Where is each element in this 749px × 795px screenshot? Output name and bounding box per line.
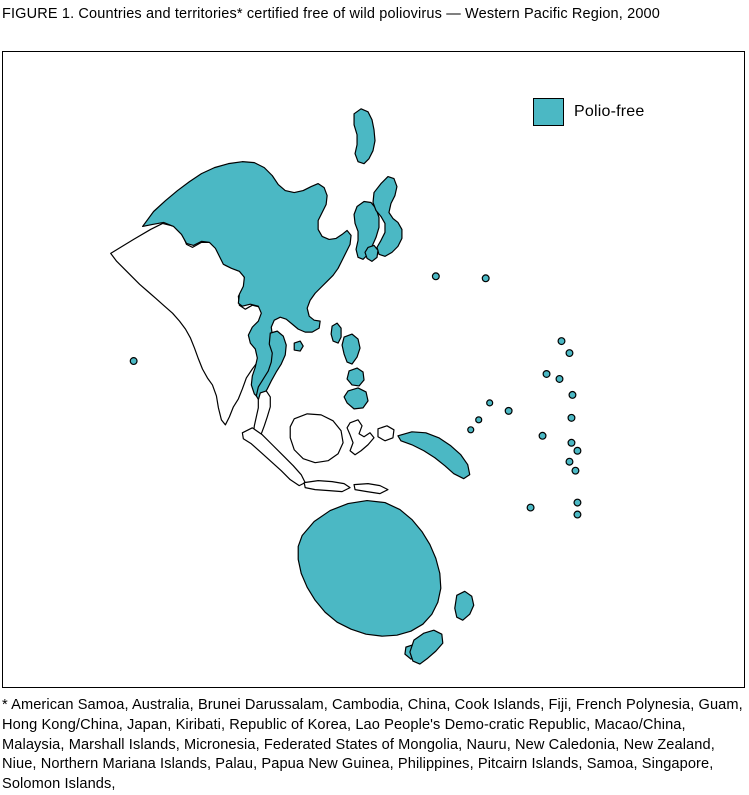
island-dot xyxy=(574,511,581,518)
legend-label-polio-free: Polio-free xyxy=(574,103,645,120)
legend-swatch-polio-free xyxy=(533,98,564,126)
figure-title: FIGURE 1. Countries and territories* certified free of wild poliovirus — Western Pacific Region, 2000 xyxy=(2,6,660,22)
landmass-papua-new-guinea xyxy=(398,432,470,479)
landmass-australia xyxy=(298,501,441,637)
footnote-text: American Samoa, Australia, Brunei Darussalam, Cambodia, China, Cook Islands, Fiji, French Polynesia, Guam, Hong Kong/China, Japan, Kiribati, Republic of Korea, Lao People's Demo-cratic Republic, Macao/China, Malaysia, Marshall Islands, Micronesia, Federated States of Mongolia, Nauru, New Caledonia, New Zealand, Niue, Northern Mariana Islands, Palau, Papua New Guinea, Philippines, Pitcairn Islands, Samoa, Singapore, Solomon Islands, xyxy=(2,697,743,793)
island-dot xyxy=(487,400,493,406)
island-dot xyxy=(574,447,581,454)
island-dot xyxy=(568,439,575,446)
landmass-philippines-mindanao xyxy=(344,388,368,409)
island-dot xyxy=(556,376,563,383)
map-landmasses xyxy=(111,109,581,664)
island-dot xyxy=(468,427,474,433)
map-frame xyxy=(2,51,745,688)
landmass-japan-hokkaido xyxy=(354,109,375,164)
landmass-new-zealand-north xyxy=(455,591,474,620)
island-dot xyxy=(566,458,573,465)
island-dot xyxy=(543,371,550,378)
landmass-moluccas xyxy=(378,426,394,441)
island-dot xyxy=(572,467,579,474)
landmass-new-zealand-south xyxy=(410,630,443,664)
island-dot xyxy=(566,350,573,357)
landmass-philippines-visayas xyxy=(347,368,364,386)
landmass-lesser-sunda xyxy=(354,484,388,494)
island-dot xyxy=(539,432,546,439)
island-dot xyxy=(558,338,565,345)
map-legend xyxy=(533,98,644,126)
island-dot xyxy=(505,407,512,414)
island-dot xyxy=(432,273,439,280)
island-dot xyxy=(527,504,534,511)
landmass-philippines-luzon xyxy=(342,334,360,364)
landmass-java xyxy=(304,481,350,492)
landmass-taiwan xyxy=(331,323,341,343)
island-dot xyxy=(569,392,576,399)
island-dot xyxy=(476,417,482,423)
footnote xyxy=(2,696,746,795)
world-map-western-pacific xyxy=(3,52,744,687)
island-dot xyxy=(574,499,581,506)
island-dot xyxy=(568,414,575,421)
landmass-sulawesi xyxy=(347,420,374,455)
landmass-hainan xyxy=(294,341,303,351)
island-dot xyxy=(482,275,489,282)
island-dot xyxy=(130,358,137,365)
footnote-marker: * xyxy=(2,697,8,713)
landmass-borneo xyxy=(290,414,343,463)
